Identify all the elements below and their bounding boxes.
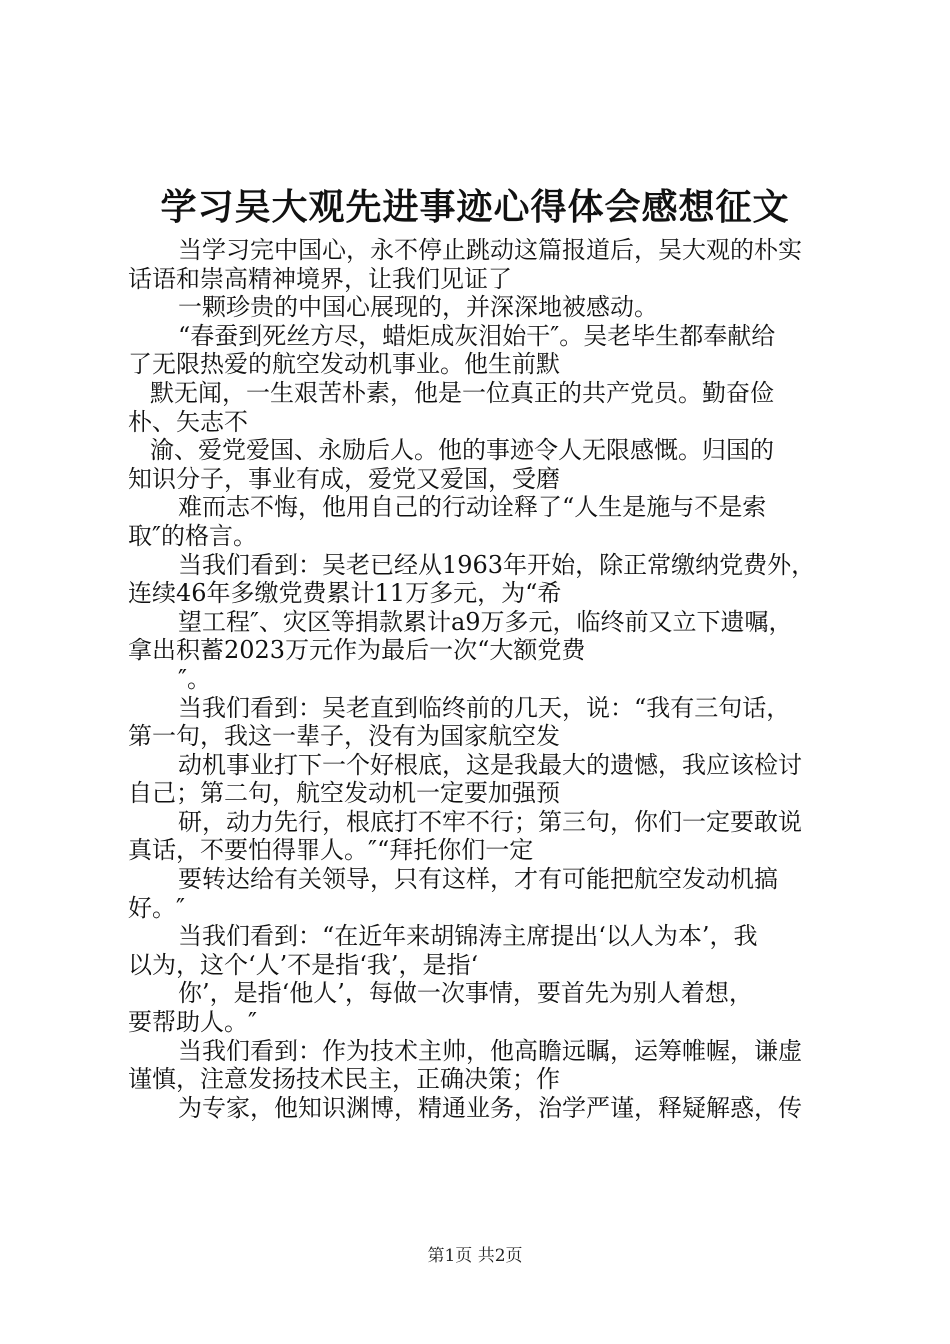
text-line: 话语和崇高精神境界，让我们见证了: [128, 264, 512, 293]
text-line: 真话，不要怕得罪人。″“拜托你们一定: [128, 836, 534, 865]
text-line: 当我们看到：吴老直到临终前的几天，说：“我有三句话，: [178, 693, 791, 722]
text-line: 取″的格言。: [128, 521, 257, 550]
document-body: [128, 236, 838, 1122]
text-line: 连续46年多缴党费累计11万多元，为“希: [128, 579, 562, 608]
text-line: 渝、爱党爱国、永励后人。他的事迹令人无限感慨。归国的: [150, 436, 774, 465]
text-line: 朴、矢志不: [128, 407, 248, 436]
text-line: 拿出积蓄2023万元作为最后一次“大额党费: [128, 636, 586, 665]
text-line: 第一句，我这一辈子，没有为国家航空发: [128, 722, 560, 751]
text-line: 谨慎，注意发扬技术民主，正确决策；作: [128, 1065, 560, 1094]
document-title: 学习吴大观先进事迹心得体会感想征文: [160, 186, 790, 228]
text-line: 当我们看到：“在近年来胡锦涛主席提出‘以人为本’，我: [178, 922, 758, 951]
text-line: 好。″: [128, 893, 185, 922]
text-line: 当学习完中国心，永不停止跳动这篇报道后，吴大观的朴实: [178, 236, 802, 264]
text-line: 了无限热爱的航空发动机事业。他生前默: [128, 350, 560, 379]
text-line: 要转达给有关领导，只有这样，才有可能把航空发动机搞: [178, 865, 778, 894]
page-footer: 第1页 共2页: [427, 1246, 523, 1266]
text-line: 自己；第二句，航空发动机一定要加强预: [128, 779, 560, 808]
text-line: 一颗珍贵的中国心展现的，并深深地被感动。: [178, 293, 658, 322]
text-line: 以为，这个‘人’不是指‘我’，是指‘: [128, 950, 479, 979]
text-line: 动机事业打下一个好根底，这是我最大的遗憾，我应该检讨: [178, 750, 802, 779]
text-line: 望工程″、灾区等捐款累计a9万多元，临终前又立下遗嘱，: [178, 607, 793, 636]
text-line: ″。: [178, 664, 211, 693]
text-line: 为专家，他知识渊博，精通业务，治学严谨，释疑解惑，传: [178, 1093, 802, 1122]
text-line: 你’，是指‘他人’，每做一次事情，要首先为别人着想，: [178, 979, 753, 1008]
text-line: 研，动力先行，根底打不牢不行；第三句，你们一定要敢说: [178, 807, 802, 836]
text-line: 难而志不悔，他用自己的行动诠释了“人生是施与不是索: [178, 493, 767, 522]
text-line: 默无闻，一生艰苦朴素，他是一位真正的共产党员。勤奋俭: [150, 378, 774, 407]
text-line: “春蚕到死丝方尽，蜡炬成灰泪始干″。吴老毕生都奉献给: [178, 321, 776, 350]
text-line: 当我们看到：吴老已经从1963年开始，除正常缴纳党费外，: [178, 550, 816, 579]
text-line: 知识分子，事业有成，爱党又爱国，受磨: [128, 464, 560, 493]
text-line: 要帮助人。″: [128, 1008, 257, 1037]
text-line: 当我们看到：作为技术主帅，他高瞻远瞩，运筹帷幄，谦虚: [178, 1036, 802, 1065]
